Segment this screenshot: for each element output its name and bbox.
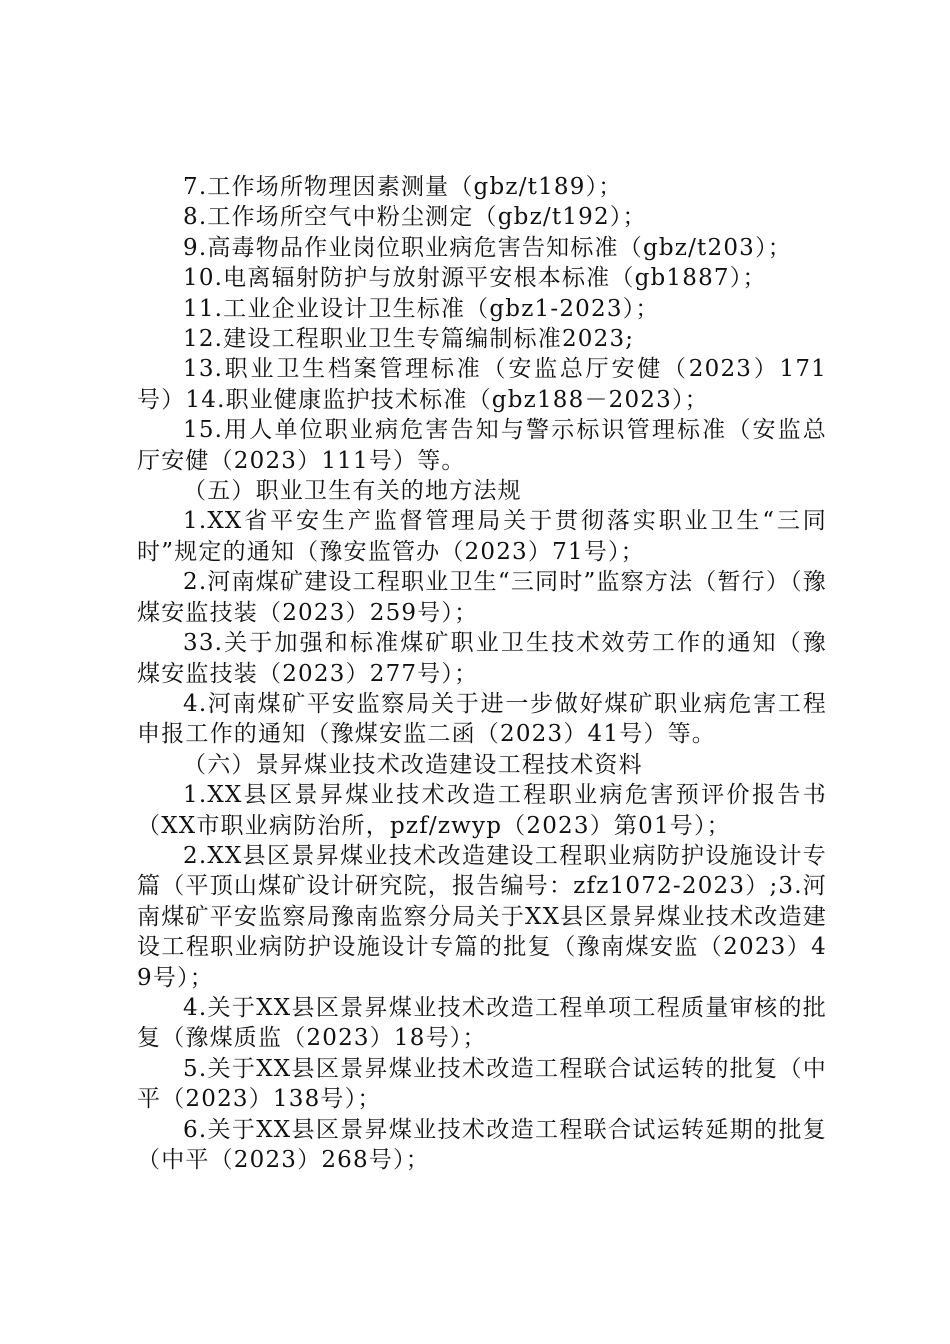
list-item: 1.XX省平安生产监督管理局关于贯彻落实职业卫生“三同时”规定的通知（豫安监管办（2023）71号）；	[137, 508, 827, 565]
section-heading: （六）景昇煤业技术改造建设工程技术资料	[183, 751, 643, 778]
list-item: 9.高毒物品作业岗位职业病危害告知标准（gbz/t203）；	[183, 234, 792, 261]
list-item: 5.关于XX县区景昇煤业技术改造工程联合试运转的批复（中平（2023）138号）；	[137, 1055, 827, 1113]
list-item: 15.用人单位职业病危害告知与警示标识管理标准（安监总厅安健（2023）111号）等。	[137, 417, 827, 474]
list-item: 6.关于XX县区景昇煤业技术改造工程联合试运转延期的批复（中平（2023）268号）；	[137, 1116, 827, 1173]
document-body	[137, 172, 827, 1175]
list-item: 11.工业企业设计卫生标准（gbz1-2023）；	[183, 295, 660, 322]
list-item: 4.关于XX县区景昇煤业技术改造工程单项工程质量审核的批复（豫煤质监（2023）18号）；	[137, 994, 827, 1052]
list-item: 13.职业卫生档案管理标准（安监总厅安健（2023）171号）14.职业健康监护技术标准（gbz188－2023）；	[137, 356, 827, 413]
list-item: 2.XX县区景昇煤业技术改造建设工程职业病防护设施设计专篇（平顶山煤矿设计研究院，报告编号：zfz1072-2023）;3.河南煤矿平安监察局豫南监察分局关于XX县区景昇煤业技术改造建设工程职业病防护设施设计专篇的批复（豫南煤安监（2023）49号）；	[137, 842, 827, 991]
list-item: 1.XX县区景昇煤业技术改造工程职业病危害预评价报告书（XX市职业病防治所，pzf/zwyp（2023）第01号）；	[137, 782, 827, 839]
list-item: 10.电离辐射防护与放射源平安根本标准（gb1887）；	[183, 265, 767, 292]
list-item: 33.关于加强和标准煤矿职业卫生技术效劳工作的通知（豫煤安监技装（2023）277号）；	[137, 630, 827, 687]
list-item: 8.工作场所空气中粉尘测定（gbz/t192）；	[183, 204, 647, 231]
list-item: 7.工作场所物理因素测量（gbz/t189）；	[183, 174, 623, 200]
section-heading: （五）职业卫生有关的地方法规	[183, 478, 522, 505]
list-item: 2.河南煤矿建设工程职业卫生“三同时”监察方法（暂行）（豫煤安监技装（2023）259号）；	[137, 569, 827, 626]
list-item: 12.建设工程职业卫生专篇编制标准2023;	[183, 326, 635, 353]
list-item: 4.河南煤矿平安监察局关于进一步做好煤矿职业病危害工程申报工作的通知（豫煤安监二函（2023）41号）等。	[137, 690, 827, 748]
